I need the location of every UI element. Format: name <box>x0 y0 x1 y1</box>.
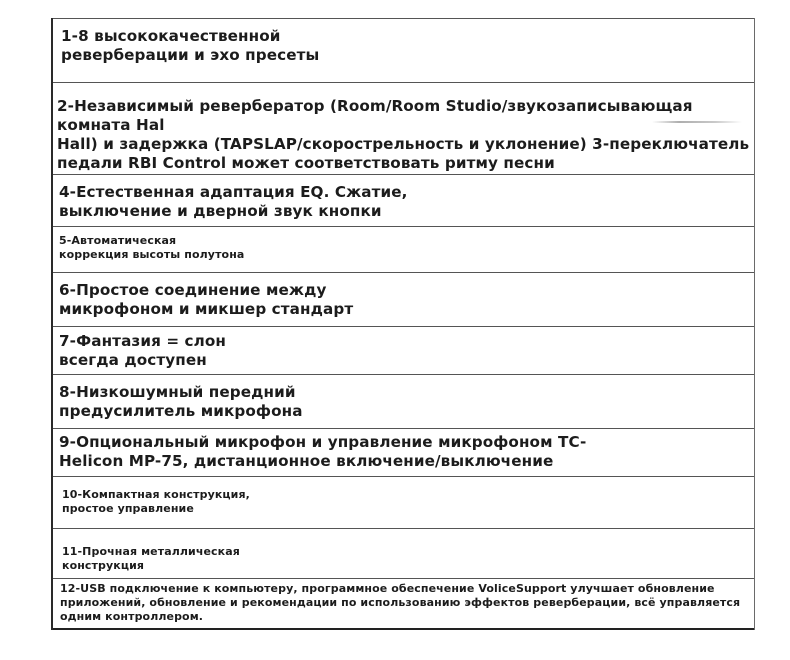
feature-row-4: 5-Автоматическая коррекция высоты полутона <box>53 226 754 272</box>
feature-table <box>51 18 755 630</box>
feature-row-8: 9-Опциональный микрофон и управление микрофоном TC- Helicon MP-75, дистанционное включение/выключение <box>53 428 754 476</box>
feature-row-7: 8-Низкошумный передний предусилитель микрофона <box>53 374 754 428</box>
feature-row-9: 10-Компактная конструкция, простое управление <box>53 476 754 528</box>
feature-row-5: 6-Простое соединение между микрофоном и микшер стандарт <box>53 272 754 326</box>
feature-row-2: 2-Независимый реверберaтор (Room/Room Studio/звукозаписывающая комната Hal Hall) и задержка (TAPSLAP/скорострельность и уклонение) 3-переключатель педали RBI Control может соответствовать ритму песни <box>53 82 754 174</box>
feature-row-3: 4-Естественная адаптация EQ. Сжатие, выключение и дверной звук кнопки <box>53 174 754 226</box>
feature-row-10: 11-Прочная металлическая конструкция <box>53 528 754 578</box>
feature-row-1: 1-8 высококачественной реверберации и эхо пресеты <box>53 18 754 82</box>
scan-scratch-mark <box>652 121 742 123</box>
feature-row-6: 7-Фантазия = слон всегда доступен <box>53 326 754 374</box>
feature-row-11: 12-USB подключение к компьютеру, программное обеспечение VoliceSupport улучшает обновление приложений, обновление и рекомендации по использованию эффектов реверберации, всё управляется одним контроллером. <box>53 578 754 630</box>
